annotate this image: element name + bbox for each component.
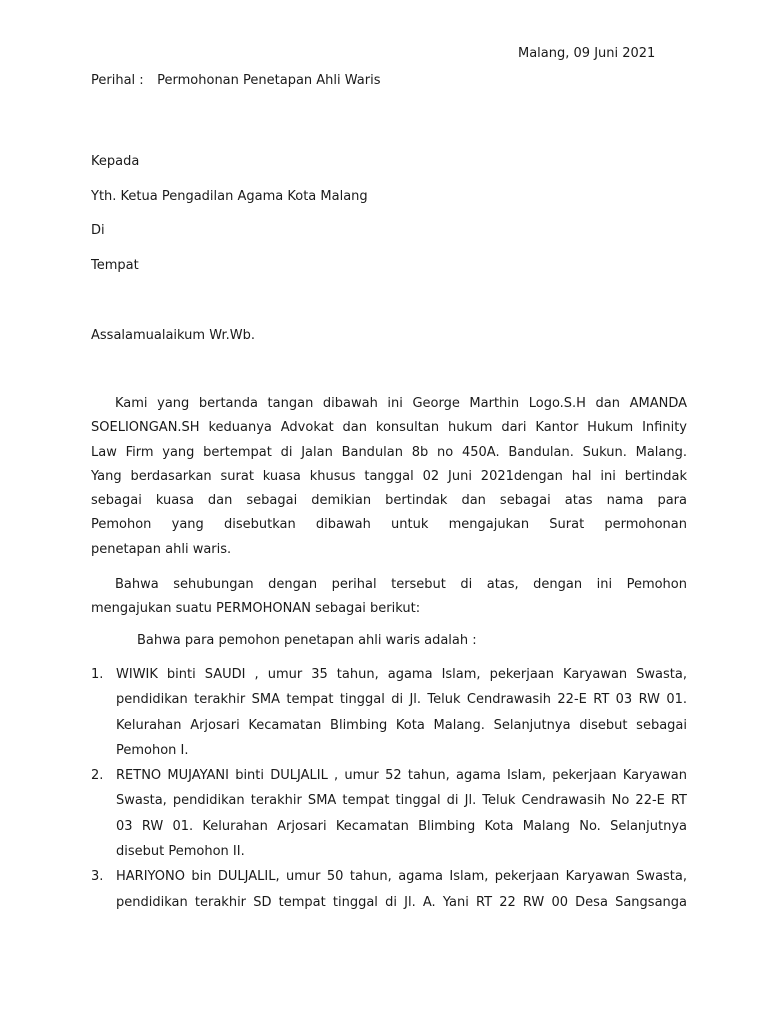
list-line: disebut Pemohon II. xyxy=(116,844,245,860)
list-line: pendidikan terakhir SD tempat tinggal di Jl. A. Yani RT 22 RW 00 Desa Sangsanga xyxy=(116,894,687,910)
recipient-kepada: Kepada xyxy=(91,154,140,169)
list-line: pendidikan terakhir SMA tempat tinggal di Jl. Teluk Cendrawasih 22-E RT 03 RW 01. xyxy=(116,692,687,708)
paragraph-line: Law Firm yang bertempat di Jalan Bandulan 8b no 450A. Bandulan. Sukun. Malang. xyxy=(91,444,687,460)
subject-label: Perihal : xyxy=(91,73,144,88)
list-number: 1. xyxy=(91,667,104,682)
list-line: HARIYONO bin DULJALIL, umur 50 tahun, agama Islam, pekerjaan Karyawan Swasta, xyxy=(116,869,687,885)
applicants-list xyxy=(91,667,687,920)
list-line: Swasta, pendidikan terakhir SMA tempat tinggal di Jl. Teluk Cendrawasih No 22-E RT xyxy=(116,793,687,809)
paragraph-line: Kami yang bertanda tangan dibawah ini George Marthin Logo.S.H dan AMANDA xyxy=(115,396,687,411)
letter-date: Malang, 09 Juni 2021 xyxy=(518,46,656,61)
list-number: 2. xyxy=(91,768,104,784)
paragraph-line: sebagai kuasa dan sebagai demikian bertindak dan sebagai atas nama para xyxy=(91,493,687,509)
paragraph-line: Bahwa sehubungan dengan perihal tersebut di atas, dengan ini Pemohon xyxy=(115,577,687,592)
opening-paragraph xyxy=(91,396,687,566)
paragraph-line: penetapan ahli waris. xyxy=(91,541,232,557)
recipient-tempat: Tempat xyxy=(91,258,139,273)
paragraph-line: Pemohon yang disebutkan dibawah untuk mengajukan Surat permohonan xyxy=(91,517,687,533)
paragraph-line: Yang berdasarkan surat kuasa khusus tanggal 02 Juni 2021dengan hal ini bertindak xyxy=(91,468,687,484)
list-line: 03 RW 01. Kelurahan Arjosari Kecamatan Blimbing Kota Malang No. Selanjutnya xyxy=(116,818,687,834)
paragraph-line: mengajukan suatu PERMOHONAN sebagai berikut: xyxy=(91,601,421,617)
list-item xyxy=(91,869,687,920)
request-paragraph xyxy=(91,577,687,626)
paragraph-line: SOELIONGAN.SH keduanya Advokat dan konsultan hukum dari Kantor Hukum Infinity xyxy=(91,420,687,436)
greeting: Assalamualaikum Wr.Wb. xyxy=(91,328,255,343)
list-line: Pemohon I. xyxy=(116,742,189,758)
paragraph-line: Bahwa para pemohon penetapan ahli waris adalah : xyxy=(137,633,477,648)
list-item xyxy=(91,768,687,869)
subject-value: Permohonan Penetapan Ahli Waris xyxy=(157,73,381,88)
list-line: RETNO MUJAYANI binti DULJALIL , umur 52 tahun, agama Islam, pekerjaan Karyawan xyxy=(116,768,687,784)
applicants-intro xyxy=(137,633,697,657)
subject-line xyxy=(91,73,381,89)
list-number: 3. xyxy=(91,869,104,885)
recipient-name: Yth. Ketua Pengadilan Agama Kota Malang xyxy=(91,189,368,204)
list-line: Kelurahan Arjosari Kecamatan Blimbing Kota Malang. Selanjutnya disebut sebagai xyxy=(116,717,687,733)
list-item xyxy=(91,667,687,768)
list-line: WIWIK binti SAUDI , umur 35 tahun, agama Islam, pekerjaan Karyawan Swasta, xyxy=(116,667,687,682)
recipient-di: Di xyxy=(91,223,105,238)
